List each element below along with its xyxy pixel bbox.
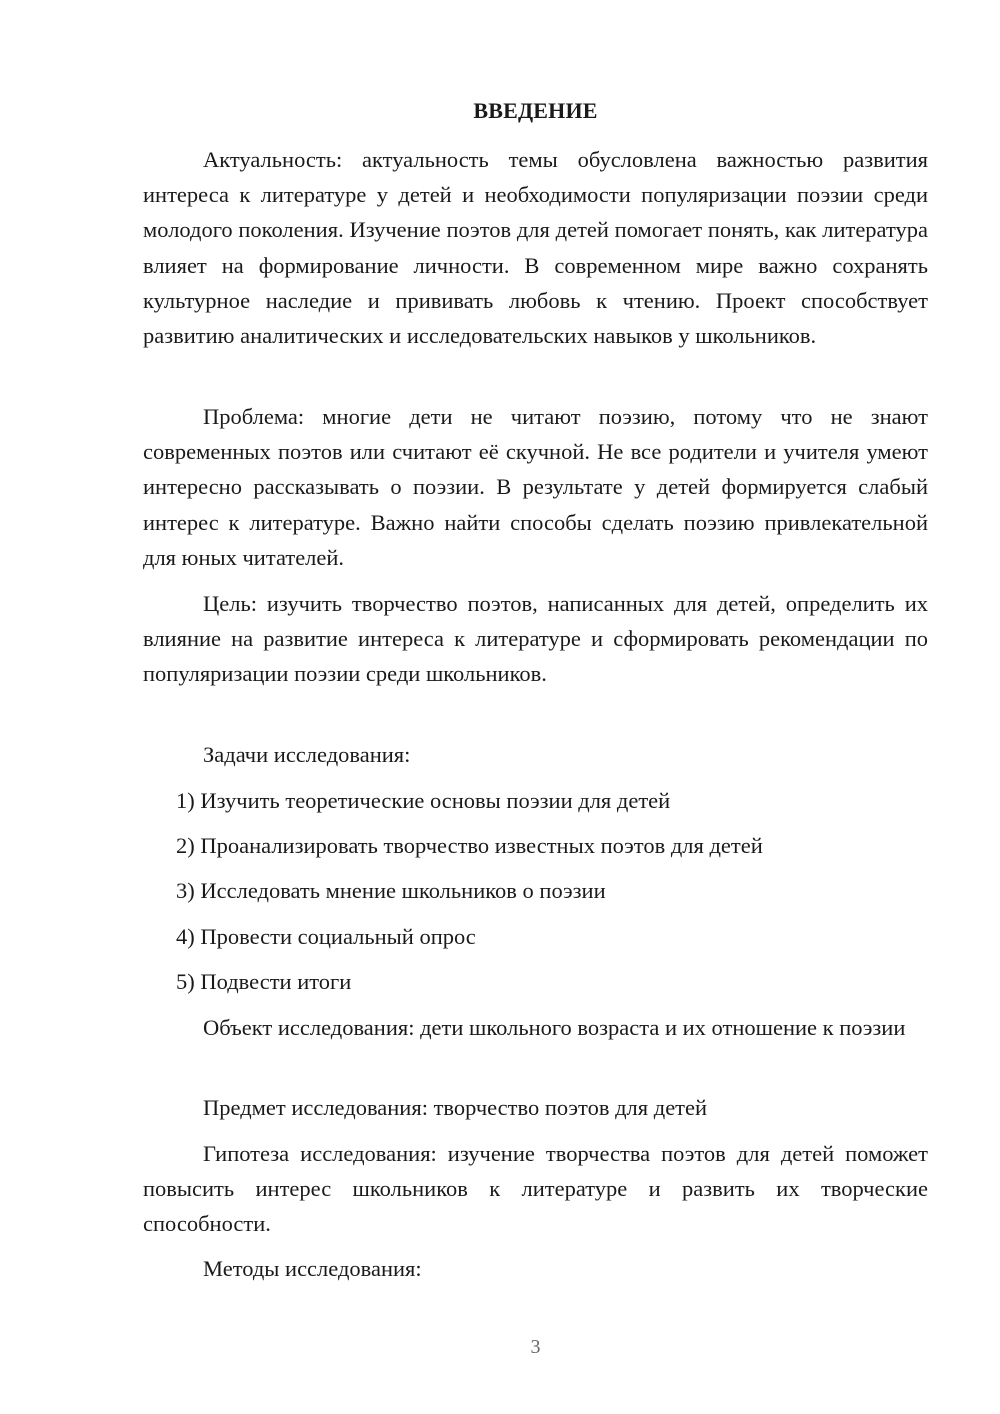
task-item-5: 5) Подвести итоги	[176, 969, 352, 994]
page-number: 3	[530, 1336, 541, 1358]
subject-paragraph: Предмет исследования: творчество поэтов для детей	[203, 1095, 708, 1120]
task-item-2: 2) Проанализировать творчество известных поэтов для детей	[176, 833, 763, 858]
hypothesis-paragraph: Гипотеза исследования: изучение творчества поэтов для детей поможет повысить интерес школьников к литературе и развить их творческие способности.	[143, 1141, 928, 1237]
section-title: ВВЕДЕНИЕ	[473, 98, 598, 123]
problem-paragraph: Проблема: многие дети не читают поэзию, потому что не знают современных поэтов или считают её скучной. Не все родители и учителя умеют интересно рассказывать о поэзии. В результате у детей формируется слабый интерес к литературе. Важно найти способы сделать поэзию привлекательной для юных читателей.	[143, 404, 928, 570]
task-item-4: 4) Провести социальный опрос	[176, 924, 476, 949]
task-item-3: 3) Исследовать мнение школьников о поэзии	[176, 878, 606, 903]
document-page	[143, 0, 928, 1414]
object-paragraph: Объект исследования: дети школьного возраста и их отношение к поэзии	[203, 1015, 906, 1040]
relevance-paragraph: Актуальность: актуальность темы обусловлена важностью развития интереса к литературе у детей и необходимости популяризации поэзии среди молодого поколения. Изучение поэтов для детей помогает понять, как литература влияет на формирование личности. В современном мире важно сохранять культурное наследие и прививать любовь к чтению. Проект способствует развитию аналитических и исследовательских навыков у школьников.	[143, 147, 928, 349]
task-item-1: 1) Изучить теоретические основы поэзии для детей	[176, 788, 671, 813]
goal-paragraph: Цель: изучить творчество поэтов, написанных для детей, определить их влияние на развитие интереса к литературе и сформировать рекомендации по популяризации поэзии среди школьников.	[143, 591, 928, 687]
tasks-heading: Задачи исследования:	[203, 742, 411, 767]
methods-heading: Методы исследования:	[203, 1256, 422, 1281]
